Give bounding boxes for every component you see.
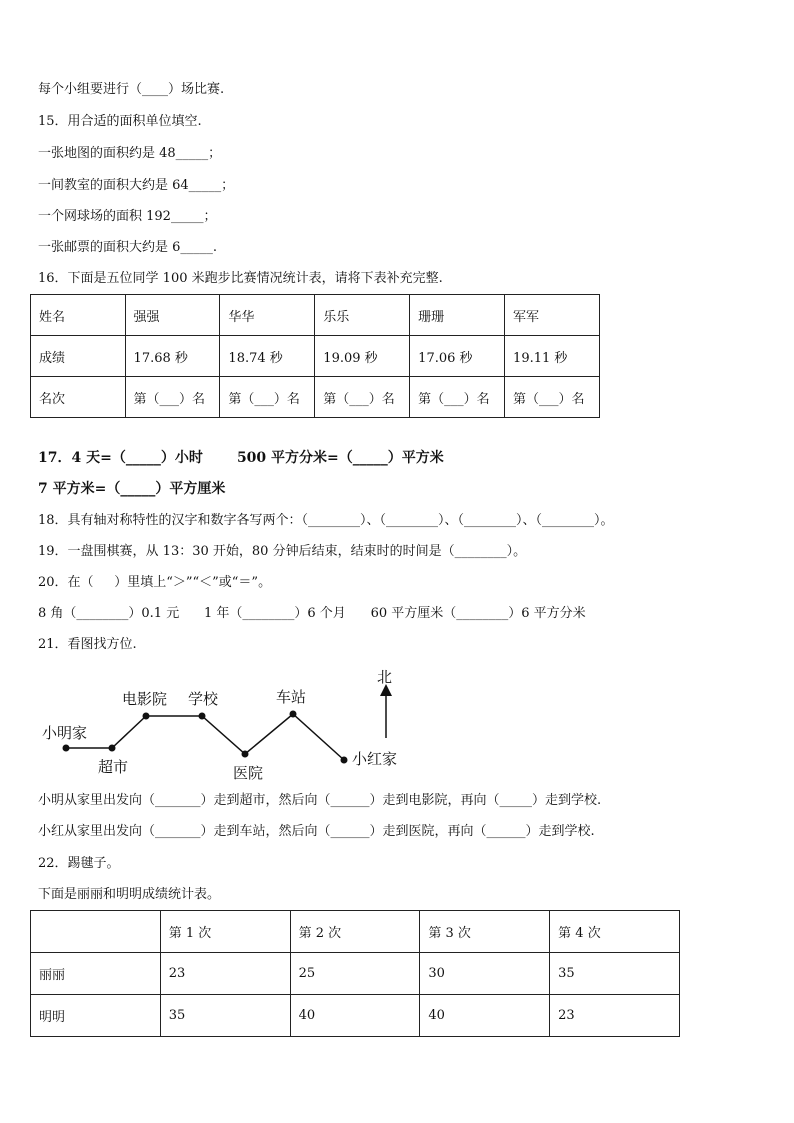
table-row: [31, 336, 600, 377]
q15-item-map: 一张地图的面积约是 48_____；: [38, 146, 222, 161]
q14-continuation: 每个小组要进行（____）场比赛.: [38, 82, 225, 97]
table-cell: 姓名: [31, 295, 126, 336]
q22-title: 22．踢毽子。: [38, 856, 120, 871]
table-cell: 第（___）名: [505, 377, 600, 418]
table-cell: 19.09 秒: [315, 336, 410, 377]
q17-line-2: 7 平方米=（_____）平方厘米: [38, 481, 226, 497]
label-school: 学校: [188, 690, 219, 708]
table-cell: 40: [420, 995, 550, 1037]
q19: 19．一盘围棋赛，从 13：30 开始，80 分钟后结束，结束时的时间是（________）。: [38, 544, 527, 559]
label-xiaohong-home: 小红家: [352, 750, 398, 768]
table-cell: 乐乐: [315, 295, 410, 336]
table-cell: 军军: [505, 295, 600, 336]
table-cell: 丽丽: [31, 953, 161, 995]
node-cinema: [143, 713, 150, 720]
table-cell: 第（___）名: [220, 377, 315, 418]
table-cell: 名次: [31, 377, 126, 418]
q21-xiaoming: 小明从家里出发向（_______）走到超市，然后向（______）走到电影院，再向（_____）走到学校.: [38, 793, 602, 808]
table-cell: 23: [160, 953, 290, 995]
q16-title: 16．下面是五位同学 100 米跑步比赛情况统计表，请将下表补充完整.: [38, 271, 443, 286]
node-market: [109, 745, 116, 752]
q20-items: 8 角（________）0.1 元 1 年（________）6 个月 60 平方厘米（________）6 平方分米: [38, 606, 586, 621]
table-cell: 40: [290, 995, 420, 1037]
table-cell: [31, 911, 161, 953]
node-hospital: [242, 751, 249, 758]
table-row: [31, 377, 600, 418]
direction-map: [30, 660, 430, 790]
q21-title: 21．看图找方位.: [38, 637, 137, 652]
table-cell: 成绩: [31, 336, 126, 377]
shuttlecock-scores-table: [30, 910, 680, 1037]
table-cell: 华华: [220, 295, 315, 336]
q20-title: 20．在（ ）里填上“＞”“＜”或“＝”。: [38, 575, 272, 590]
q18: 18．具有轴对称特性的汉字和数字各写两个：（________）、（________）、（________）、（________）。: [38, 513, 614, 528]
table-cell: 18.74 秒: [220, 336, 315, 377]
race-results-table: [30, 294, 600, 418]
table-cell: 19.11 秒: [505, 336, 600, 377]
table-cell: 第 2 次: [290, 911, 420, 953]
table-cell: 强强: [125, 295, 220, 336]
table-cell: 珊珊: [410, 295, 505, 336]
q21-xiaohong: 小红从家里出发向（_______）走到车站，然后向（______）走到医院，再向（______）走到学校.: [38, 824, 595, 839]
route-line: [66, 714, 344, 760]
table-cell: 第（___）名: [410, 377, 505, 418]
table-row: [31, 995, 680, 1037]
q22-subtitle: 下面是丽丽和明明成绩统计表。: [38, 887, 221, 902]
label-cinema: 电影院: [122, 690, 168, 708]
north-label: 北: [377, 668, 393, 686]
table-cell: 30: [420, 953, 550, 995]
table-row: [31, 953, 680, 995]
q15-item-stamp: 一张邮票的面积大约是 6_____.: [38, 240, 218, 255]
table-cell: 35: [550, 953, 680, 995]
table-cell: 17.68 秒: [125, 336, 220, 377]
label-hospital: 医院: [233, 764, 264, 782]
table-cell: 第 1 次: [160, 911, 290, 953]
node-xiaoming-home: [63, 745, 70, 752]
table-row: [31, 911, 680, 953]
table-cell: 第 4 次: [550, 911, 680, 953]
label-market: 超市: [98, 758, 129, 776]
table-cell: 明明: [31, 995, 161, 1037]
node-station: [290, 711, 297, 718]
q15-item-tennis-court: 一个网球场的面积 192_____；: [38, 209, 217, 224]
q15-title: 15．用合适的面积单位填空.: [38, 114, 202, 129]
node-xiaohong-home: [341, 757, 348, 764]
table-cell: 35: [160, 995, 290, 1037]
label-xiaoming-home: 小明家: [42, 724, 88, 742]
table-cell: 23: [550, 995, 680, 1037]
table-cell: 第 3 次: [420, 911, 550, 953]
table-row: [31, 295, 600, 336]
label-station: 车站: [276, 688, 307, 706]
table-cell: 17.06 秒: [410, 336, 505, 377]
q17-line-1: 17．4 天=（_____）小时 500 平方分米=（_____）平方米: [38, 450, 444, 466]
node-school: [199, 713, 206, 720]
q15-item-classroom: 一间教室的面积大约是 64_____；: [38, 178, 235, 193]
table-cell: 第（___）名: [125, 377, 220, 418]
table-cell: 第（___）名: [315, 377, 410, 418]
table-cell: 25: [290, 953, 420, 995]
